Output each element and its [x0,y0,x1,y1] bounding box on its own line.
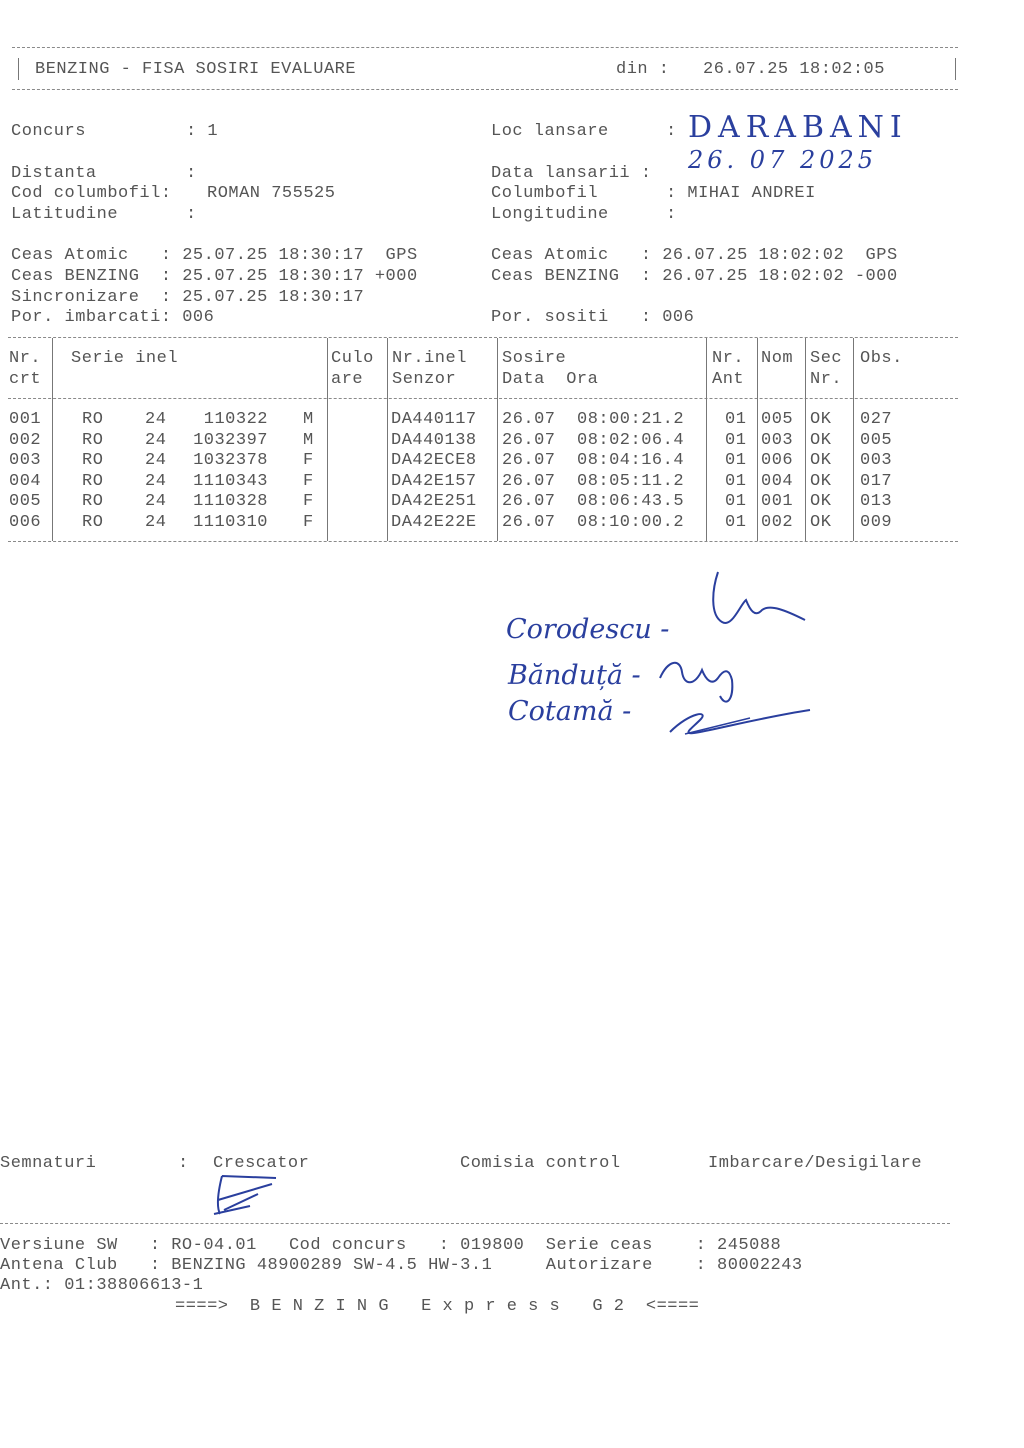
row-senzor: DA440117 [391,410,477,429]
row-sex: F [303,492,314,512]
row-sex: M [303,430,314,450]
semnaturi-label: Semnaturi [0,1154,97,1173]
row-senzor: DA42E251 [391,492,477,512]
footer-antena-line: Antena Club : BENZING 48900289 SW-4.5 HW-3.1 Autorizare : 80002243 [0,1256,803,1275]
row-ora: 08:04:16.4 [577,451,685,471]
concurs-value: : 1 [186,122,219,141]
row-ant: 01 [725,430,747,450]
row-ora: 08:02:06.4 [577,430,685,450]
ceas-atomic-stop: Ceas Atomic : 26.07.25 18:02:02 GPS [491,246,898,265]
row-tara: RO [82,513,104,532]
header-nr-ant-2: Ant [712,370,745,389]
header-obs: Obs. [860,349,903,368]
header-senzor: Senzor [392,370,457,389]
row-nom: 003 [761,430,794,450]
row-nr: 002 [9,430,42,450]
row-tara: RO [82,410,104,429]
row-data: 26.07 [502,410,556,429]
row-senzor: DA42E22E [391,513,477,532]
row-obs: 009 [860,513,893,532]
row-ant: 01 [725,410,747,429]
footer-ant-line: Ant.: 01:38806613-1 [0,1276,204,1295]
header-culoare-1: Culo [331,349,374,368]
din-label: din : [616,60,670,79]
row-tara: RO [82,492,104,512]
crescator-label: Crescator [213,1154,310,1173]
header-sec-2: Nr. [810,370,843,389]
header-nr-inel: Nr.inel [392,349,467,368]
row-ant: 01 [725,471,747,491]
ceas-benzing-stop: Ceas BENZING : 26.07.25 18:02:02 -000 [491,267,898,286]
table-row [0,451,1000,472]
header-nom: Nom [761,349,794,368]
ceas-benzing-start: Ceas BENZING : 25.07.25 18:30:17 +000 [11,267,418,286]
imbarcare-desigilare-label: Imbarcare/Desigilare [708,1154,923,1173]
row-nom: 002 [761,513,794,532]
row-sec: OK [810,513,832,532]
row-sec: OK [810,430,832,450]
table-row [0,472,1000,493]
row-an: 24 [145,471,167,491]
data-lansarii-handwritten: 26. 07 2025 [688,146,878,174]
row-nr: 001 [9,410,42,429]
row-data: 26.07 [502,451,556,471]
footer-brand: ====> B E N Z I N G E x p r e s s G 2 <==== [175,1297,700,1316]
row-senzor: DA42E157 [391,471,477,491]
header-culoare-2: are [331,370,364,389]
row-sex: M [303,410,314,429]
row-nom: 005 [761,410,794,429]
footer-versiune-line: Versiune SW : RO-04.01 Cod concurs : 019800 Serie ceas : 245088 [0,1236,782,1255]
columbofil-label: Columbofil [491,184,599,203]
row-ant: 01 [725,492,747,512]
row-ora: 08:00:21.2 [577,410,685,429]
row-ora: 08:05:11.2 [577,471,685,491]
row-an: 24 [145,513,167,532]
table-row [0,513,1000,534]
porumbei-sositi: Por. sositi : 006 [491,308,695,327]
longitudine-label: Longitudine [491,205,609,224]
row-nom: 001 [761,492,794,512]
header-sec-1: Sec [810,349,843,368]
row-serie: 110322 [203,410,268,429]
row-data: 26.07 [502,492,556,512]
row-an: 24 [145,430,167,450]
row-senzor: DA42ECE8 [391,451,477,471]
loc-lansare-handwritten: DARABANI [688,110,908,145]
concurs-label: Concurs [11,122,86,141]
row-obs: 005 [860,430,893,450]
row-tara: RO [82,430,104,450]
header-nr: Nr. [9,349,42,368]
ceas-atomic-start: Ceas Atomic : 25.07.25 18:30:17 GPS [11,246,418,265]
row-obs: 013 [860,492,893,512]
row-an: 24 [145,492,167,512]
row-sex: F [303,451,314,471]
distanta-label: Distanta [11,164,97,183]
row-sec: OK [810,492,832,512]
row-nr: 004 [9,471,42,491]
data-lansarii-label: Data lansarii : [491,164,652,183]
row-nom: 006 [761,451,794,471]
table-row [0,492,1000,513]
loc-lansare-label: Loc lansare [491,122,609,141]
row-sec: OK [810,410,832,429]
sincronizare: Sincronizare : 25.07.25 18:30:17 [11,288,365,307]
row-sex: F [303,471,314,491]
row-nr: 003 [9,451,42,471]
row-serie: 1110310 [193,513,268,532]
print-timestamp: 26.07.25 18:02:05 [703,60,885,79]
handwritten-name-3: Cotamă - [508,696,632,727]
row-sec: OK [810,451,832,471]
porumbei-imbarcati: Por. imbarcati: 006 [11,308,215,327]
handwritten-name-2: Bănduță - [508,660,641,691]
comisia-control-label: Comisia control [460,1154,621,1173]
cod-columbofil-value: ROMAN 755525 [207,184,336,203]
row-tara: RO [82,471,104,491]
row-nom: 004 [761,471,794,491]
header-crt: crt [9,370,42,389]
handwritten-name-1: Corodescu - [506,614,670,645]
header-nr-ant-1: Nr. [712,349,745,368]
latitudine-label: Latitudine [11,205,119,224]
row-ant: 01 [725,451,747,471]
row-data: 26.07 [502,430,556,450]
row-ant: 01 [725,513,747,532]
header-data-ora: Data Ora [502,370,599,389]
row-serie: 1110343 [193,471,268,491]
row-nr: 005 [9,492,42,512]
document-title: BENZING - FISA SOSIRI EVALUARE [35,60,357,79]
distanta-colon: : [186,164,197,183]
commission-signatures-icon [600,560,840,760]
row-obs: 017 [860,471,893,491]
semnaturi-colon: : [178,1154,189,1173]
row-serie: 1032378 [193,451,268,471]
row-tara: RO [82,451,104,471]
row-obs: 003 [860,451,893,471]
header-serie-inel: Serie inel [71,349,179,368]
columbofil-value: : MIHAI ANDREI [666,184,816,203]
row-ora: 08:06:43.5 [577,492,685,512]
crescator-signature-icon [210,1170,290,1218]
table-row [0,410,1000,431]
row-serie: 1032397 [193,430,268,450]
row-nr: 006 [9,513,42,532]
row-senzor: DA440138 [391,430,477,450]
row-an: 24 [145,451,167,471]
row-obs: 027 [860,410,893,429]
row-sex: F [303,513,314,532]
header-sosire: Sosire [502,349,567,368]
loc-lansare-colon: : [666,122,677,141]
row-data: 26.07 [502,513,556,532]
row-data: 26.07 [502,471,556,491]
row-ora: 08:10:00.2 [577,513,685,532]
latitudine-colon: : [186,205,197,224]
row-serie: 1110328 [193,492,268,512]
row-sec: OK [810,471,832,491]
table-row [0,431,1000,452]
cod-columbofil-label: Cod columbofil: [11,184,172,203]
longitudine-colon: : [666,205,677,224]
row-an: 24 [145,410,167,429]
